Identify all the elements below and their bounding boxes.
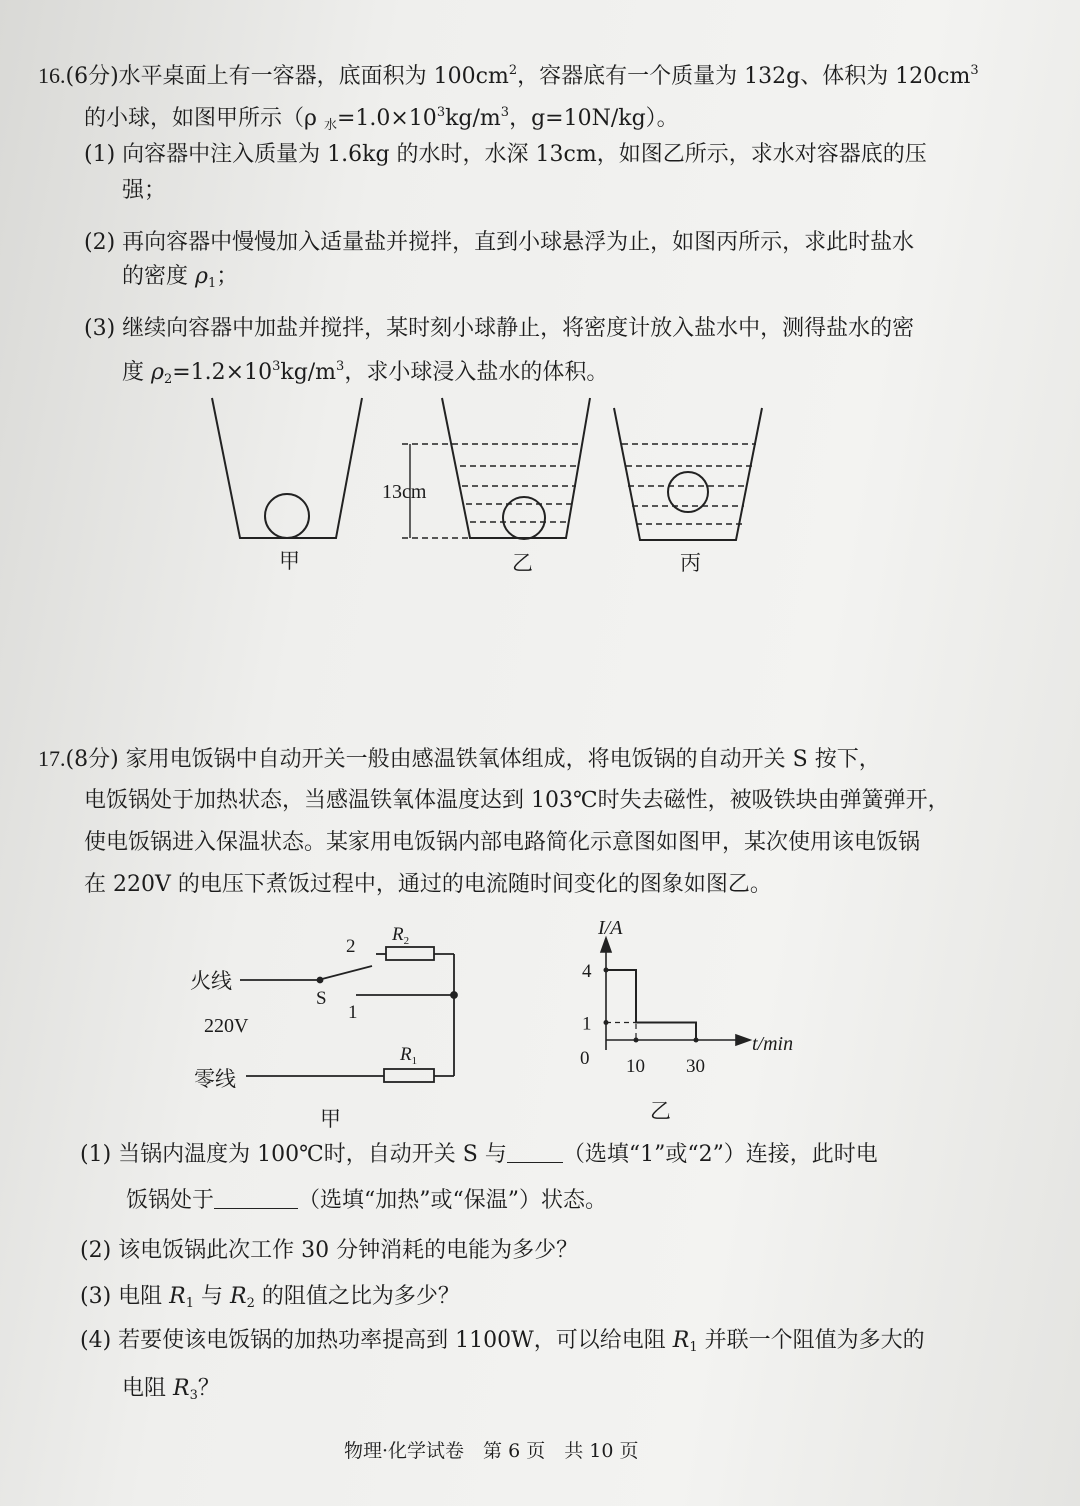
q16-part1: (1) 向容器中注入质量为 1.6kg 的水时，水深 13cm，如图乙所示，求水对容器底的压 [84,142,927,167]
q16-part3: (3) 继续向容器中加盐并搅拌，某时刻小球静止，将密度计放入盐水中，测得盐水的密 [84,316,915,341]
x-axis-arrow [736,1035,750,1045]
voltage-label: 220V [204,1015,249,1037]
answer-blank-2[interactable] [214,1186,298,1209]
q17-part1: (1) 当锅内温度为 100℃时，自动开关 S 与 （选填“1”或“2”）连接，此时电 [80,1142,878,1167]
fig-label-yi: 乙 [512,551,533,575]
q16-number: 16. [38,63,66,88]
q17-stem-line4: 在 220V 的电压下煮饭过程中，通过的电流随时间变化的图象如图乙。 [84,872,772,897]
q16-part3-cont: 度 $\rho_2=1.2\times 10^3kg/m^3$，求小球浸入盐水的体积。 [122,359,609,387]
graph-x-label: t/min [752,1033,794,1055]
current-series-line [606,970,696,1040]
q17-score: (8分) [65,747,119,772]
circuit-caption: 甲 [320,1107,341,1131]
q16-stem-line2: 的小球，如图甲所示（ρ $_水=1.0\times 10^3kg/m^3$，g=10N/kg）。 [84,105,679,133]
graph-caption: 乙 [650,1099,671,1123]
x-tick-label: 30 [686,1056,705,1077]
contact-1-label: 1 [348,1002,358,1023]
graph-point [694,1038,699,1043]
q16-part2-cont: 的密度 $\rho_1$； [122,264,239,291]
q16-part1-cont: 强； [122,178,167,203]
x-tick-label: 10 [626,1056,645,1077]
graph-y-label: I/A [598,917,623,939]
q17-part3: (3) 电阻 $R_1$ 与 $R_2$ 的阻值之比为多少？ [80,1284,460,1311]
q17-stem-line3: 使电饭锅进入保温状态。某家用电饭锅内部电路简化示意图如图甲，某次使用该电饭锅 [84,830,921,855]
q17-part4: (4) 若要使该电饭锅的加热功率提高到 1100W，可以给电阻 $R_1$ 并联一个阻值为多大的 [80,1328,925,1355]
graph-origin: 0 [580,1048,590,1069]
fig-label-bing: 丙 [680,551,701,575]
y-tick-label: 1 [582,1013,592,1035]
graph-point [634,1038,639,1043]
q17-number: 17. [38,746,66,771]
live-wire-label: 火线 [190,969,232,993]
q17-part1-cont: 饭锅处于 （选填“加热”或“保温”）状态。 [126,1188,608,1213]
fig-label-jia: 甲 [279,549,300,573]
y-tick-label: 4 [582,961,592,982]
neutral-wire-label: 零线 [194,1067,236,1091]
depth-label: 13cm [382,481,427,503]
contact-2-label: 2 [346,936,356,957]
q17-part2: (2) 该电饭锅此次工作 30 分钟消耗的电能为多少？ [80,1238,579,1263]
y-axis-arrow [601,938,611,952]
graph-point [604,968,609,973]
q17-stem-line1: 17.(8分) 家用电饭锅中自动开关一般由感温铁氧体组成，将电饭锅的自动开关 S 按下， [38,746,881,772]
q17-stem-line2: 电饭锅处于加热状态，当感温铁氧体温度达到 103℃时失去磁性，被吸铁块由弹簧弹开， [84,788,950,813]
graph-point [604,1020,609,1025]
switch-label: S [316,988,327,1009]
page-footer: 物理·化学试卷 第 6 页 共 10 页 [344,1440,639,1462]
q16-part2: (2) 再向容器中慢慢加入适量盐并搅拌，直到小球悬浮为止，如图丙所示，求此时盐水 [84,230,915,255]
q16-stem-line1: 16.(6分)水平桌面上有一容器，底面积为 $100cm^2$，容器底有一个质量为 132g、体积为 $120cm^3$ [38,63,979,89]
r1-label: $R_1$ [400,1044,418,1067]
r2-label: $R_2$ [392,924,410,947]
q17-part4-cont: 电阻 $R_3$？ [122,1376,220,1403]
q16-score: (6分) [65,64,119,89]
answer-blank-1[interactable] [507,1140,563,1163]
